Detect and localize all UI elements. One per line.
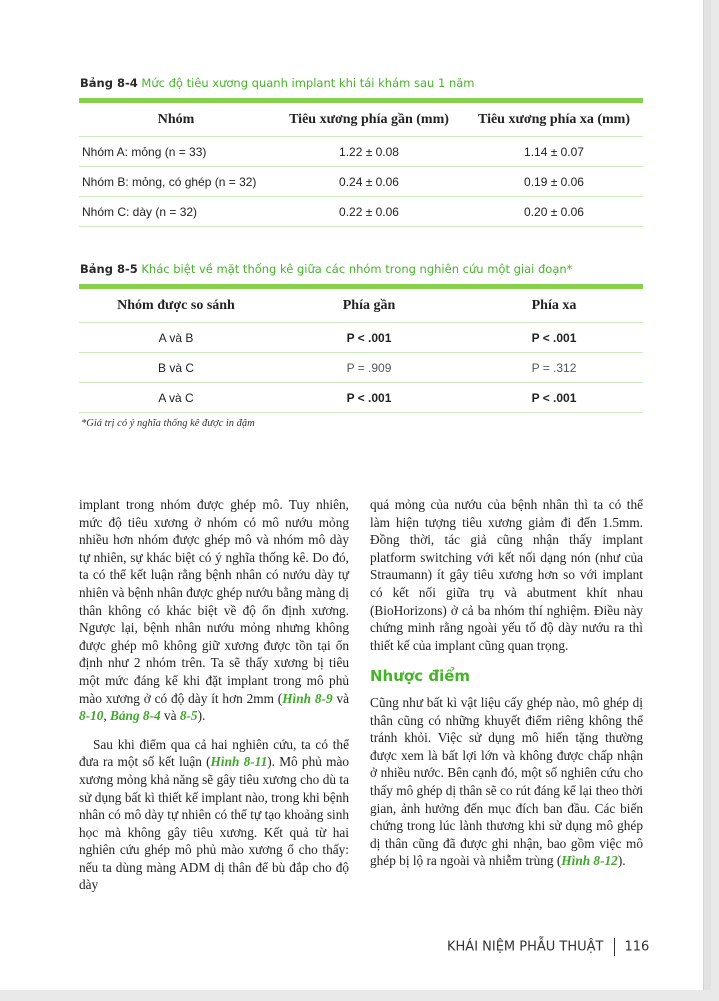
table-cell: 0.19 ± 0.06: [465, 167, 643, 197]
figure-ref-link[interactable]: Hình 8-11: [210, 754, 268, 770]
column-header: Phía gần: [273, 289, 465, 323]
table-8-5-label: Bảng 8-5: [80, 262, 138, 276]
table-cell: A và C: [79, 383, 273, 413]
column-header: Nhóm: [79, 103, 273, 137]
table-8-5-title: Khác biệt về mặt thống kê giữa các nhóm trong nghiên cứu một giai đoạn*: [141, 262, 573, 276]
table-cell: 0.22 ± 0.06: [273, 197, 465, 227]
figure-ref-link[interactable]: Hình 8-9: [282, 690, 333, 706]
figure-ref-link[interactable]: Hình 8-12: [561, 853, 618, 869]
page-number: 116: [624, 939, 650, 955]
significant-p-value: P < .001: [273, 323, 465, 353]
text-run: Sau khi điểm qua cả hai nghiên cứu, ta có thể đưa ra một số kết luận (: [79, 736, 349, 770]
table-ref-link[interactable]: 8-5: [179, 708, 198, 724]
text-run: implant trong nhóm được ghép mô. Tuy nhiên, mức độ tiêu xương ở nhóm có mô nướu mỏng nhiều hơn nhóm được ghép mô và nhóm mô dày tự nhiên, sự khác biệt có ý nghĩa thống kê. Do đó, ta có thể kết luận rằng bệnh nhân có nướu dày tự nhiên và bệnh nhân được ghép nướu bằng màng dị thân không có khác biệt về độ ổn định xương. Ngược lại, bệnh nhân nướu mỏng nhưng không được ghép mô không giữ xương được tồn tại ổn định như 2 nhóm trên. Ta sẽ thấy xương bị tiêu một mức đáng kể khi đặt implant trong mô phủ mào xương ở có độ dày ít hơn 2mm (: [79, 497, 349, 706]
table-cell: A và B: [79, 323, 273, 353]
table-8-4-caption: [80, 76, 474, 90]
paragraph: [79, 736, 349, 894]
table-8-5-footnote: *Giá trị có ý nghĩa thống kê được in đậm: [81, 418, 255, 429]
table-cell: 1.22 ± 0.08: [273, 137, 465, 167]
table-cell: Nhóm A: mỏng (n = 33): [79, 137, 273, 167]
table-cell: Nhóm B: mỏng, có ghép (n = 32): [79, 167, 273, 197]
table-row: [79, 323, 643, 353]
column-header: Phía xa: [465, 289, 643, 323]
paragraph: [370, 694, 643, 870]
running-section-title: KHÁI NIỆM PHẪU THUẬT: [447, 939, 604, 955]
text-run: Cũng như bất kì vật liệu cấy ghép nào, mô ghép dị thân cũng có những khuyết điểm riêng không thể tránh khỏi. Việc sử dụng mô hiến tặng thường được xem là bất lợi lớn và không được chấp nhận ở nhiều nước. Bên cạnh đó, một số nghiên cứu cho thấy mô ghép dị thân sẽ co rút đáng kể lại theo thời gian, ảnh hưởng đến mục đích ban đầu. Các biến chứng trong lúc lành thương khi sử dụng mô ghép dị thân cũng đã được ghi nhận, bao gồm việc mô ghép bị lộ ra ngoài và nhiễm trùng (: [370, 694, 643, 869]
text-run: và: [332, 690, 349, 706]
p-value: P = .909: [273, 353, 465, 383]
significant-p-value: P < .001: [273, 383, 465, 413]
table-cell: 0.20 ± 0.06: [465, 197, 643, 227]
column-header: Nhóm được so sánh: [79, 289, 273, 323]
page-footer: [447, 938, 649, 956]
table-cell: B và C: [79, 353, 273, 383]
paragraph: [79, 496, 349, 725]
text-run: và: [160, 708, 180, 724]
table-row: [79, 167, 643, 197]
column-header: Tiêu xương phía xa (mm): [465, 103, 643, 137]
table-row: [79, 137, 643, 167]
significant-p-value: P < .001: [465, 323, 643, 353]
table-8-5: [79, 289, 643, 413]
table-row: [79, 353, 643, 383]
table-8-4-title: Mức độ tiêu xương quanh implant khi tái khám sau 1 năm: [141, 76, 475, 90]
left-column: [79, 496, 349, 894]
significant-p-value: P < .001: [465, 383, 643, 413]
table-row: [79, 197, 643, 227]
paragraph: quá mỏng của nướu của bệnh nhân thì ta có thể làm hiện tượng tiêu xương giảm đi đến 1.5mm. Đồng thời, tác giả cũng nhận thấy implant platform switching với kết nối dạng nón (như của Straumann) ít gây tiêu xương hơn so với implant có kết nối giữa trụ và abutment khít nhau (BioHorizons) ở cả ba nhóm thí nghiệm. Điều này chứng minh rằng ngoài yếu tố độ dày nướu ra thì thiết kế của implant cũng quan trọng.: [370, 497, 643, 653]
table-8-5-caption: [80, 262, 572, 276]
text-run: ). Mô phủ mào xương mỏng khả năng sẽ gây tiêu xương cho dù ta sử dụng bất kì thiết kế implant nào, trong khi bệnh nhân có mô dày tự nhiên có thể tự tạo khoảng sinh học mà không gây tiêu xương. Kết quả từ hai nghiên cứu ghép mô phủ mào xương ổ cho thấy: nếu ta dùng màng ADM dị thân để bù đắp cho độ dày: [79, 754, 349, 893]
figure-ref-link[interactable]: 8-10: [79, 708, 104, 724]
footer-divider: [614, 938, 615, 956]
table-8-4-label: Bảng 8-4: [80, 76, 138, 90]
table-cell: 0.24 ± 0.06: [273, 167, 465, 197]
p-value: P = .312: [465, 353, 643, 383]
page-edge: [703, 0, 711, 990]
table-row: [79, 383, 643, 413]
right-column: [370, 496, 643, 870]
table-header-row: [79, 289, 643, 323]
column-header: Tiêu xương phía gần (mm): [273, 103, 465, 137]
table-8-4: [79, 103, 643, 227]
text-run: ).: [197, 708, 206, 724]
table-ref-link[interactable]: Bảng 8-4: [110, 708, 161, 724]
text-run: ).: [617, 853, 626, 869]
table-cell: 1.14 ± 0.07: [465, 137, 643, 167]
text-run: ,: [103, 708, 111, 724]
section-heading: Nhược điểm: [370, 667, 471, 686]
table-cell: Nhóm C: dày (n = 32): [79, 197, 273, 227]
table-header-row: [79, 103, 643, 137]
